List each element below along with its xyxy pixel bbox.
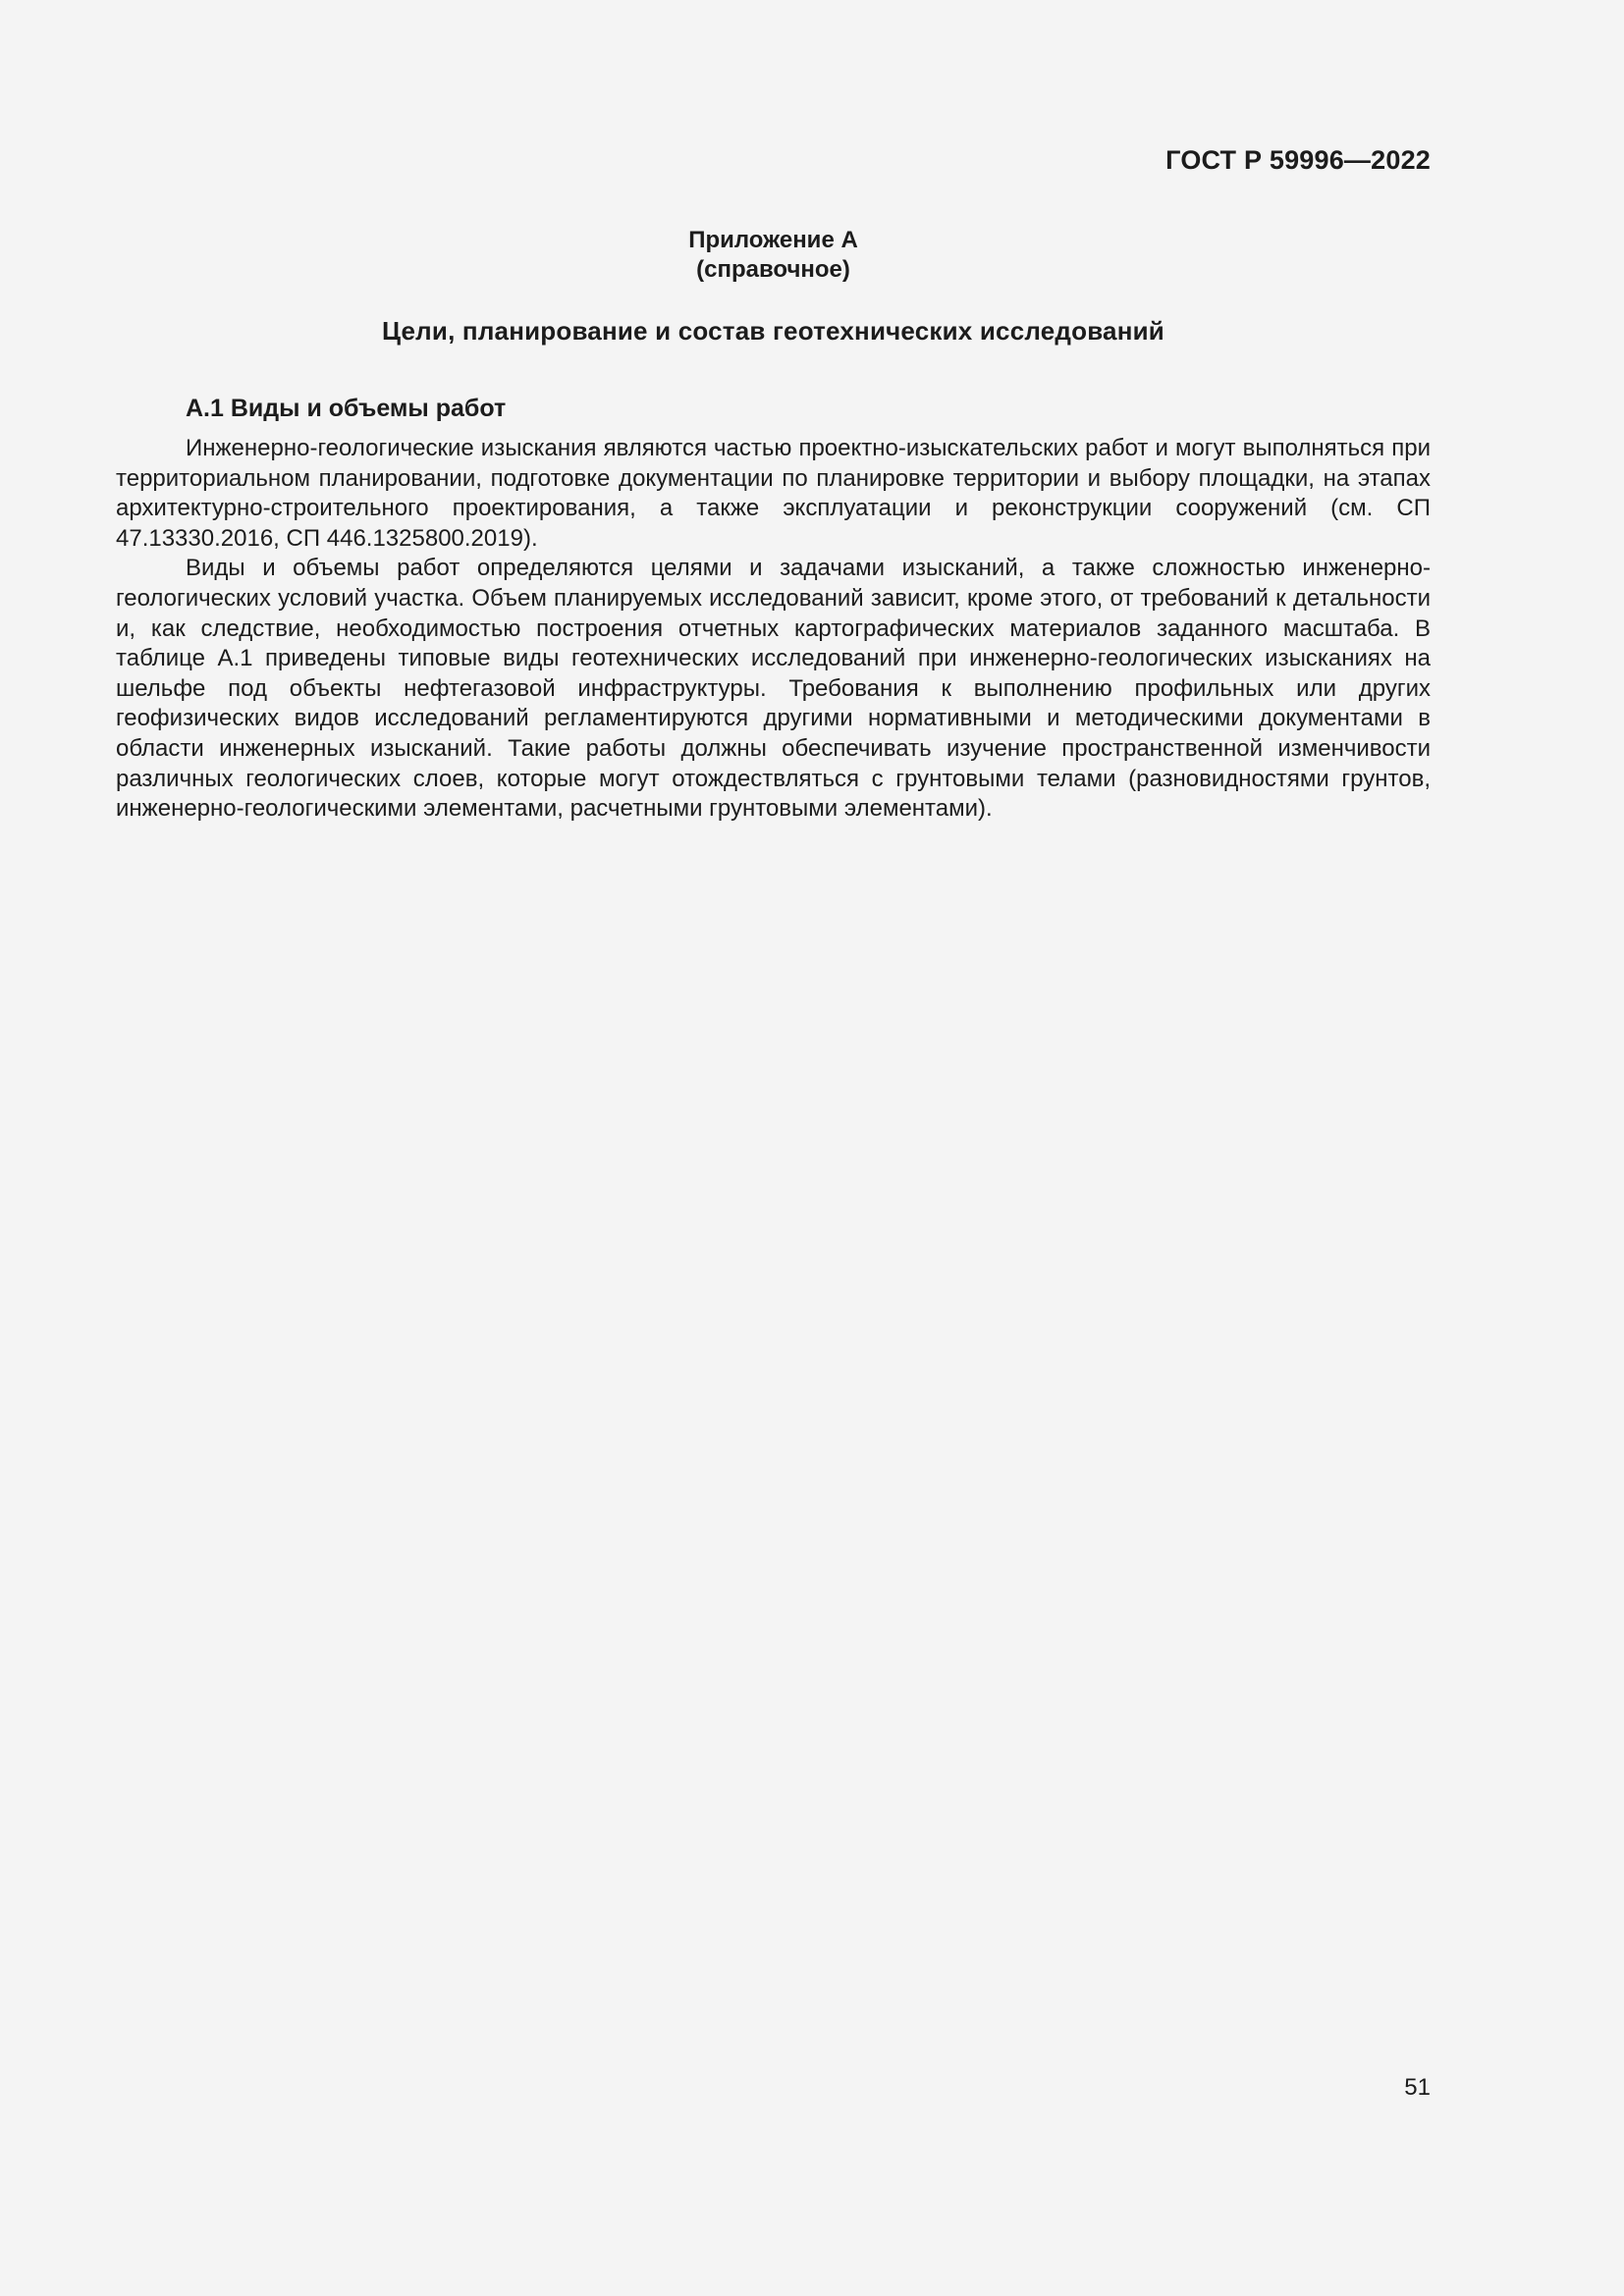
section-body bbox=[116, 434, 1431, 825]
page-number: 51 bbox=[1404, 2074, 1431, 2101]
paragraph: Виды и объемы работ определяются целями и задачами изысканий, а также сложностью инженерно-геологических условий участка. Объем планируемых исследований зависит, кроме этого, от требований к детальности и, как следствие, необходимостью построения отчетных картографических материалов заданного масштаба. В таблице А.1 приведены типовые виды геотехнических исследований при инженерно-геологических изысканиях на шельфе под объекты нефтегазовой инфраструктуры. Требования к выполнению профильных или других геофизических видов исследований регламентируются другими нормативными и методическими документами в области инженерных изысканий. Такие работы должны обеспечивать изучение пространственной изменчивости различных геологических слоев, которые могут отождествляться с грунтовыми телами (разновидностями грунтов, инженерно-геологическими элементами, расчетными грунтовыми элементами). bbox=[116, 555, 1431, 823]
appendix-heading: Цели, планирование и состав геотехнических исследований bbox=[382, 316, 1164, 346]
section-heading: А.1 Виды и объемы работ bbox=[186, 395, 507, 422]
appendix-type: (справочное) bbox=[696, 256, 850, 283]
paragraph: Инженерно-геологические изыскания являются частью проектно-изыскательских работ и могут выполняться при территориальном планировании, подготовке документации по планировке территории и выбору площадки, на этапах архитектурно-строительного проектирования, а также эксплуатации и реконструкции сооружений (см. СП 47.13330.2016, СП 446.1325800.2019). bbox=[116, 435, 1431, 552]
document-code: ГОСТ Р 59996—2022 bbox=[1165, 145, 1431, 175]
appendix-title: Приложение А bbox=[688, 227, 858, 253]
